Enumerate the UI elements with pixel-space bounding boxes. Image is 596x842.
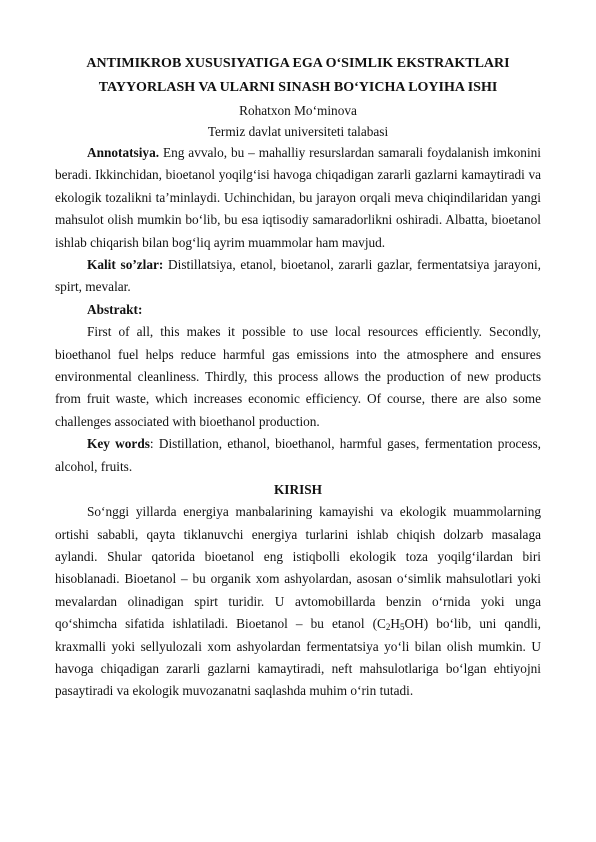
keywords-uz-text: Distillatsiya, etanol, bioetanol, zararli gazlar, fermentatsiya jarayoni, spirt, mevalar.	[55, 257, 541, 295]
annotation-paragraph	[55, 142, 541, 254]
keywords-en-label: Key words	[87, 436, 150, 452]
keywords-uz-paragraph	[55, 254, 541, 299]
keywords-en-text: : Distillation, ethanol, bioethanol, harmful gases, fermentation process, alcohol, fruits.	[55, 436, 541, 474]
author-affiliation: Termiz davlat universiteti talabasi	[207, 124, 389, 139]
abstract-text: First of all, this makes it possible to use local resources efficiently. Secondly, bioethanol fuel helps reduce harmful gas emissions into the atmosphere and ensures environmental cleanliness. Thirdly, this process allows the production of new products from fruit waste, which increases economic efficiency. Of course, there are also some challenges associated with bioethanol production.	[55, 324, 541, 429]
annotation-text: Eng avvalo, bu – mahalliy resurslardan samarali foydalanish imkonini beradi. Ikkinchidan, bioetanol yoqilg‘isi havoga chiqadigan zararli gazlarni kamaytiradi va ekologik tozalikni ta’minlaydi. Uchinchidan, bu jarayon orqali meva chiqindilaridan yangi mahsulot olish mumkin bo‘lib, bu esa iqtisodiy samaradorlikni oshiradi. Albatta, bioetanol ishlab chiqarish bilan bog‘liq ayrim muammolar ham mavjud.	[55, 145, 541, 250]
annotation-label: Annotatsiya.	[87, 145, 160, 160]
keywords-en-paragraph	[55, 433, 541, 478]
author-name: Rohatxon Mo‘minova	[239, 103, 357, 118]
title-line-1: ANTIMIKROB XUSUSIYATIGA EGA O‘SIMLIK EKSTRAKTLARI	[86, 56, 510, 71]
keywords-uz-label: Kalit so’zlar:	[87, 257, 164, 273]
intro-paragraph: So‘nggi yillarda energiya manbalarining kamayishi va ekologik muammolarning ortishi sababli, qayta tiklanuvchi energiya turlarini ishlab chiqish dolzarb masalaga aylandi. Shular qatorida bioetanol eng istiqbolli ekologik toza yoqilg‘ilardan biri hisoblanadi. Bioetanol – bu organik xom ashyolardan, asosan o‘simlik mahsulotlari yoki mevalardan olinadigan spirt turidir. U avtomobillarda benzin o‘rnida yoki unga qo‘shimcha sifatida ishlatiladi. Bioetanol – bu etanol $(C_2H_5OH)$ bo‘lib, uni qandli, kraxmalli yoki sellyulozali xom ashyolardan fermentatsiya yo‘li bilan olish mumkin. U havoga chiqadigan zararli gazlarni kamaytiradi, neft mahsulotlariga bo‘lgan ehtiyojni pasaytiradi va ekologik muvozanatni saqlashda muhim o‘rin tutadi.	[55, 504, 541, 699]
title-line-2: TAYYORLASH VA ULARNI SINASH BO‘YICHA LOYIHA ISHI	[98, 80, 498, 95]
section-heading: KIRISH	[273, 482, 323, 498]
abstract-label: Abstrakt:	[87, 301, 143, 317]
